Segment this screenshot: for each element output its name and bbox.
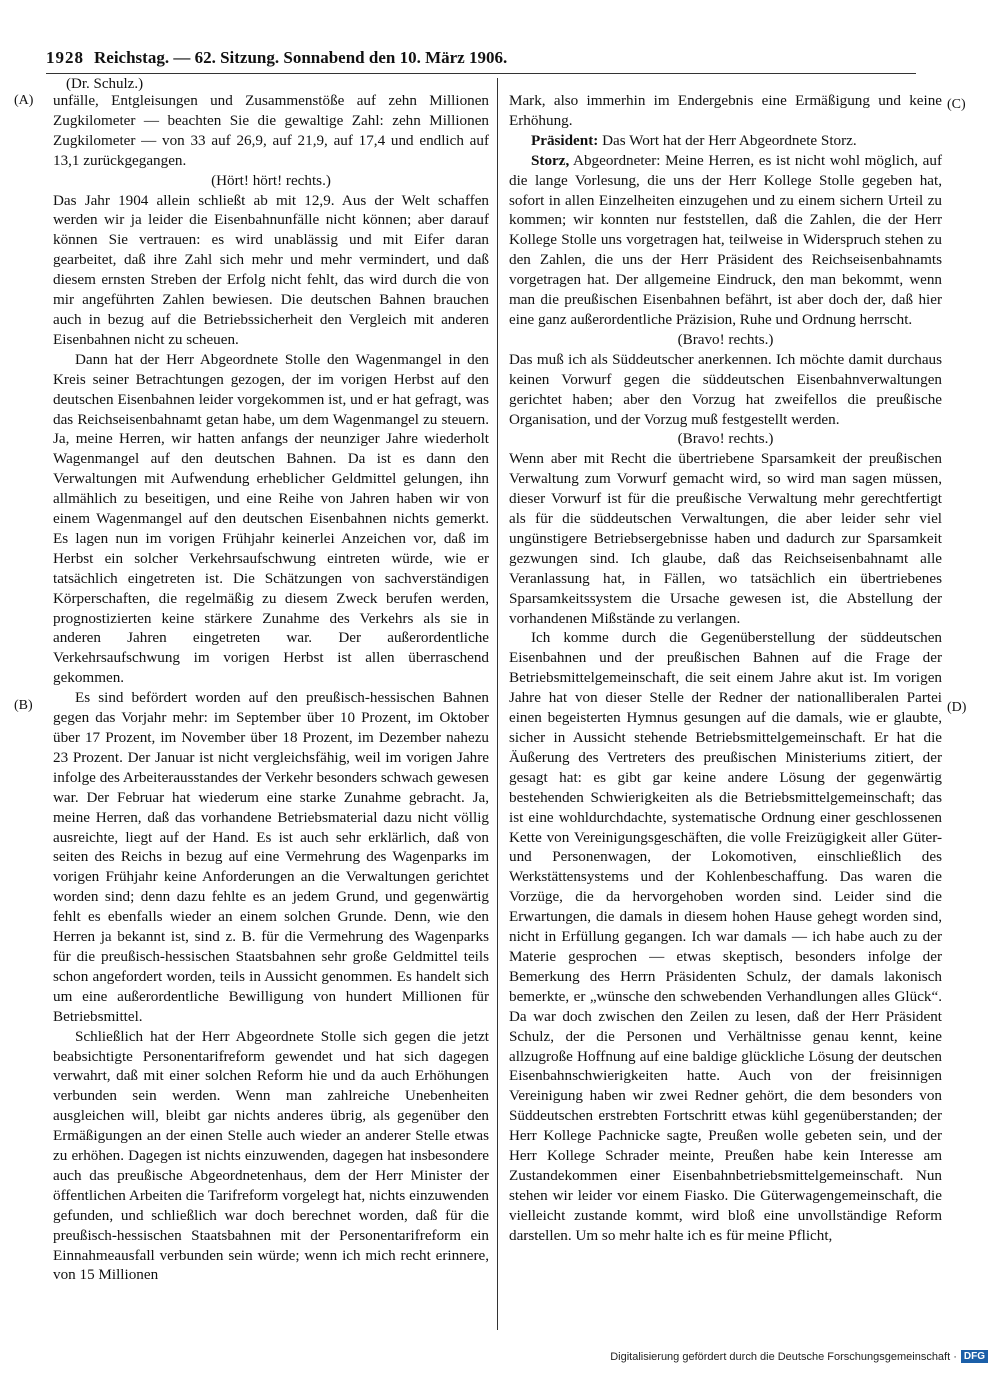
storz-label: Storz,	[531, 151, 570, 169]
left-column	[53, 91, 489, 1285]
right-paragraph-4: Ich komme durch die Gegenüberstellung der süddeutschen Eisenbahnen und der preußischen Bahnen auf die Frage der Betriebsmittelgemeinschaft, die seit einem Jahre akut ist. Im vorigen Jahre hat von dieser Stelle der Redner der nationalliberalen Partei einen begeisterten Hymnus gesungen auf die damals, wie er glaubte, sicher in Aussicht stehende Betriebsmittelgemeinschaft. Er hat die Äußerung des Vertreters des preußischen Ministeriums zitiert, der gesagt hat: es gibt gar keine andere Lösung der gegenwärtig bestehenden Schwierigkeiten als die Betriebsmittelgemeinschaft; das ist eine wohldurchdachte, systematische Ordnung einer geschlossenen Kette von Vereinigungsgeschäften, die volle Freizügigkeit aller Güter- und Personenwagen, der Lokomotiven, einschließlich des Werkstättensystems und der Kohlenbeschaffung. Das waren die Vorzüge, die da hervorgehoben worden sind. Leider sind die Erwartungen, die damals in diesem hohen Hause gehegt worden sind, nicht in Erfüllung gegangen. Ich war damals — ich habe auch zu der Materie gesprochen — etwas skeptisch, besonders infolge der Bemerkung des Herrn Präsidenten Schulz, der damals lakonisch bemerkte, er „wünsche den schwebenden Verhandlungen alles Glück“. Da war doch zwischen den Zeilen zu lesen, daß der Herr Präsident Schulz, der die Personen und Verhältnisse genau kennt, keine allzugroße Hoffnung auf eine baldige glückliche Lösung der deutschen Eisenbahnschwierigkeiten hatte. Auch von der freisinnigen Vereinigung haben wir zwei Redner gehört, die dem besonders von Süddeutschen erstrebten Fortschritt etwas kühl gegenüberstanden; der Herr Kollege Pachnicke sagte, Preußen wolle gebeten sein, und der Herr Kollege Schrader meinte, Preußen habe kein Interesse am Zustandekommen einer Eisenbahnbetriebsmittelgemeinschaft. Nun stehen wir leider vor einem Fiasko. Die Güterwagengemeinschaft, die vielleicht zustande kommt, wird bloß eine unvollständige Reform darstellen. Um so mehr halte ich es für meine Pflicht,	[509, 629, 942, 1244]
storz-text: Abgeordneter: Meine Herren, es ist nicht wohl möglich, auf die lange Vorlesung, die uns der Herr Kollege Stolle gegeben hat, sofort in allen Einzelheiten einzugehen und zu einem sichern Urteil zu kommen; wir konnten nur feststellen, daß die Zahlen, die der Herr Kollege Stolle uns vorgetragen hat, teilweise in Widerspruch stehen zu den Zahlen, die uns der Herr Präsident des Reichseisenbahnamts vorgetragen hat. Der allgemeine Eindruck, den man bekommt, wenn man die preußischen Eisenbahnen befährt, ist aber doch der, daß hier eine ganz außerordentliche Präzision, Ruhe und Ordnung herrscht.	[509, 151, 942, 328]
president-statement	[509, 131, 942, 151]
margin-marker-a: (A)	[14, 93, 34, 108]
left-interjection: (Hört! hört! rechts.)	[211, 171, 331, 189]
header-rule	[46, 73, 916, 74]
footer-text: Digitalisierung gefördert durch die Deutsche Forschungsgemeinschaft ·	[610, 1350, 957, 1363]
left-paragraph-4: Es sind befördert worden auf den preußisch-hessischen Bahnen gegen das Vorjahr mehr: im September über 10 Prozent, im Oktober über 17 Prozent, im November über 18 Prozent, im Dezember nahezu 23 Prozent. Der Januar ist nicht vergleichsfähig, weil im vorigen Jahre infolge des Arbeiterausstandes der Verkehr besonders schwach gewesen war. Der Februar hat wiederum eine starke Zunahme gebracht. Ja, meine Herren, daß das vorhandene Betriebsmaterial dazu nicht völlig ausreichte, liegt auf der Hand. Es ist auch sehr erklärlich, daß von seiten des Reichs in bezug auf eine Vermehrung des Wagenparks im vorigen Frühjahr keine Anforderungen an die Verwaltungen gerichtet worden sind; denn dazu fehlte es an jedem Grund, und gegenwärtig fehlt es ebenfalls wieder an einem solchen Grunde. Denn, wie den Herren ja bekannt ist, sind z. B. für die Vermehrung des Wagenparks für die preußisch-hessischen Staatsbahnen sehr große Geldmittel teils schon angefordert worden, teils in Aussicht genommen. Es handelt sich um eine außerordentliche Bewilligung von hundert Millionen für Betriebsmittel.	[53, 689, 489, 1025]
left-paragraph-2: Das Jahr 1904 allein schließt ab mit 12,9. Aus der Welt schaffen werden wir ja leider die Eisenbahnunfälle nicht können; aber darauf können Sie vertrauen: es wird unablässig und mit Eifer daran gearbeitet, daß ihre Zahl sich mehr und mehr vermindert, und daß diesem ernsten Streben der Erfolg nicht fehlt, das wird durch die von mir angeführten Zahlen bewiesen. Die deutschen Bahnen brauchen auch in bezug auf die Betriebssicherheit den Vergleich mit anderen Eisenbahnen nicht zu scheuen.	[53, 191, 489, 348]
page-number: 1928	[46, 48, 84, 67]
margin-marker-b: (B)	[14, 698, 33, 713]
margin-marker-c: (C)	[947, 97, 966, 112]
left-paragraph-5: Schließlich hat der Herr Abgeordnete Stolle sich gegen die jetzt beabsichtigte Personentarifreform gewendet und hat sich dagegen verwahrt, daß mit einer solchen Reform hie und da auch Erhöhungen verbunden sein werden. Wenn man zahlreiche Unebenheiten ausgleichen will, bleibt gar nichts anderes übrig, als gegenüber den Ermäßigungen an der einen Stelle auch wieder an anderer Stelle etwas zu erhöhen. Dagegen ist nichts einzuwenden, dagegen hat insbesondere auch das preußische Abgeordnetenhaus, dem der Herr Minister der öffentlichen Arbeiten die Tarifreform vorgelegt hat, nichts einzuwenden gefunden, und schließlich war doch berechnet worden, daß für die preußisch-hessischen Staatsbahnen mit der Personentarifreform ein Einnahmeausfall verbunden sein würde; wenn ich mich recht erinnere, von 15 Millionen	[53, 1027, 489, 1284]
digitization-footer	[610, 1350, 988, 1363]
right-interjection-2: (Bravo! rechts.)	[677, 430, 774, 448]
right-paragraph-2: Das muß ich als Süddeutscher anerkennen. Ich möchte damit durchaus keinen Vorwurf gegen die süddeutschen Eisenbahnverwaltungen gerichtet haben; aber den Vorzug hat zweifellos die preußische Organisation, und der Vorzug muß festgestellt werden.	[509, 350, 942, 428]
page-header	[46, 48, 726, 70]
storz-statement	[509, 151, 942, 330]
right-column	[509, 91, 942, 1246]
left-paragraph-3: Dann hat der Herr Abgeordnete Stolle den Wagenmangel in den Kreis seiner Betrachtungen gezogen, der im vorigen Herbst auf den deutschen Eisenbahnen leider vorgekommen ist, und er hat gefragt, was das Reichseisenbahnamt getan habe, um dem Wagenmangel zu steuern. Ja, meine Herren, wir hatten anfangs der neunziger Jahre wiederholt Wagenmangel auf den deutschen Bahnen. Da ist es dann den Verwaltungen mit Aufwendung erheblicher Geldmittel gelungen, ihn allmählich zu beseitigen, und eine Reihe von Jahren haben wir von einem Wagenmangel auf den deutschen Eisenbahnen nichts gemerkt. Es lagen nun im vorigen Frühjahr keinerlei Anzeichen vor, daß im Herbst ein solcher Verkehrsaufschwung eintreten würde, wie er tatsächlich eingetreten ist. Die Schätzungen von sachverständigen Körperschaften, die regelmäßig zu diesem Zweck berufen werden, prognostizierten keine stärkere Zunahme des Verkehrs als sie in anderen Jahren eingetreten war. Der außerordentliche Verkehrsaufschwung im vorigen Herbst ist allen überraschend gekommen.	[53, 350, 489, 687]
column-divider	[497, 78, 498, 1330]
dfg-logo: DFG	[961, 1350, 988, 1363]
left-paragraph-1: unfälle, Entgleisungen und Zusammenstöße auf zehn Millionen Zugkilometer — beachten Sie die gewaltige Zahl: zehn Millionen Zugkilometer — von 33 auf 26,9, auf 21,9, auf 17,4 und endlich auf 13,1 zurückgegangen.	[53, 92, 489, 169]
president-text: Das Wort hat der Herr Abgeordnete Storz.	[602, 131, 857, 149]
right-interjection-1: (Bravo! rechts.)	[677, 330, 774, 348]
president-label: Präsident:	[531, 131, 599, 149]
right-paragraph-3: Wenn aber mit Recht die übertriebene Sparsamkeit der preußischen Verwaltung zum Vorwurf gemacht wird, so wird man sagen müssen, dieser Vorwurf ist für die preußische Verwaltung mehr gerechtfertigt als für die süddeutschen Verwaltungen, die aber leider sehr viel ungünstigere Betriebsergebnisse haben und dadurch zur Sparsamkeit gezwungen sind. Ich glaube, daß das Reichseisenbahnamt alle Veranlassung hat, in Fällen, wo tatsächlich ein übertriebenes Sparsamkeitssystem die Ursache gewesen ist, die Abstellung der vorhandenen Mißstände zu verlangen.	[509, 450, 942, 627]
header-title: Reichstag. — 62. Sitzung. Sonnabend den 10. März 1906.	[94, 48, 508, 67]
speaker-tag: (Dr. Schulz.)	[66, 76, 144, 92]
margin-marker-d: (D)	[947, 700, 967, 715]
right-paragraph-1: Mark, also immerhin im Endergebnis eine Ermäßigung und keine Erhöhung.	[509, 92, 942, 129]
